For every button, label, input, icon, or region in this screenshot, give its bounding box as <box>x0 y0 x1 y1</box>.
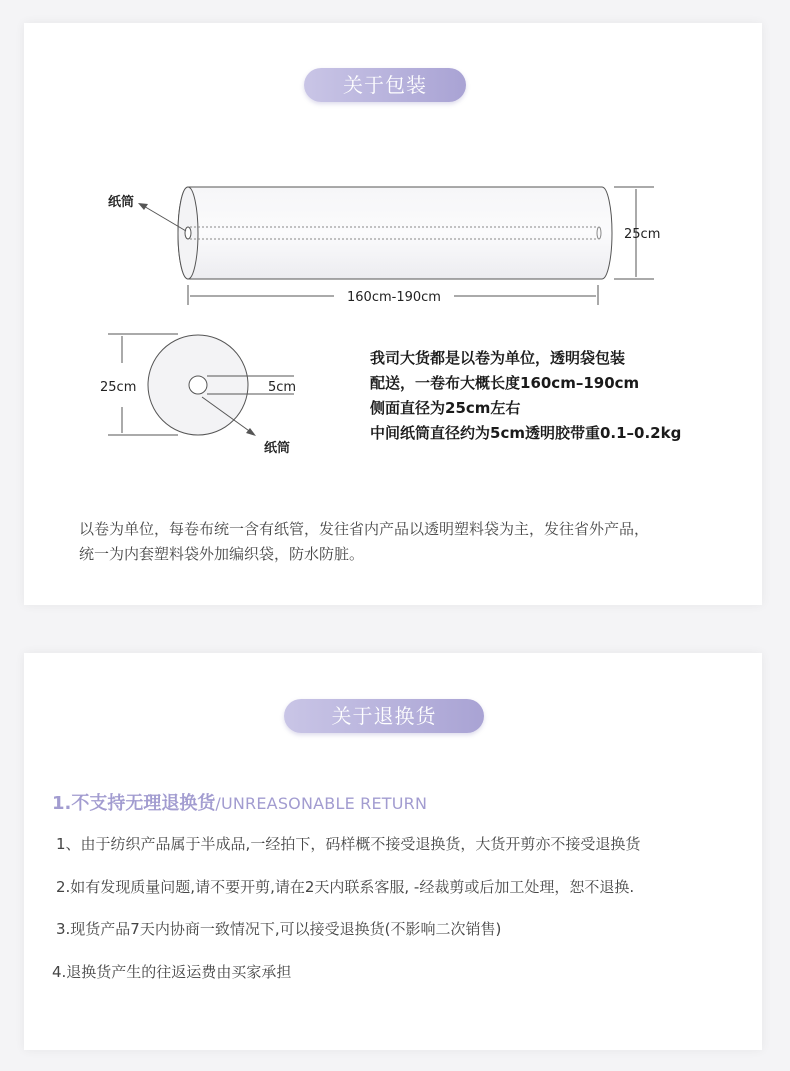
summary-line: 统一为内套塑料袋外加编织袋，防水防脏。 <box>79 545 365 563</box>
returns-item: 1、由于纺织产品属于半成品,一经拍下，码样概不接受退换货，大货开剪亦不接受退换货 <box>56 835 641 853</box>
returns-item: 3.现货产品7天内协商一致情况下,可以接受退换货(不影响二次销售) <box>56 920 502 938</box>
packaging-description <box>370 346 750 446</box>
packaging-card <box>24 23 762 605</box>
description-line: 侧面直径为25cm左右 <box>370 399 521 417</box>
paper-tube-label-top: 纸筒 <box>108 195 135 210</box>
description-line: 中间纸筒直径约为5cm透明胶带重0.1–0.2kg <box>370 424 682 442</box>
returns-title-pill: 关于退换货 <box>284 699 484 733</box>
returns-item: 4.退换货产生的往返运费由买家承担 <box>52 963 292 981</box>
diameter-label-right: 25cm <box>624 227 661 242</box>
packaging-title-pill: 关于包装 <box>304 68 466 102</box>
returns-heading-en: /UNREASONABLE RETURN <box>215 794 428 813</box>
paper-tube-label-bottom: 纸筒 <box>264 441 291 456</box>
description-line: 我司大货都是以卷为单位，透明袋包装 <box>370 349 626 367</box>
length-label: 160cm-190cm <box>347 290 441 305</box>
summary-line: 以卷为单位，每卷布统一含有纸管，发往省内产品以透明塑料袋为主，发往省外产品， <box>79 520 650 538</box>
returns-item: 2.如有发现质量问题,请不要开剪,请在2天内联系客服, -经裁剪或后加工处理，恕不退换. <box>56 878 635 896</box>
diameter-label-left: 25cm <box>100 380 137 395</box>
inner-diameter-label: 5cm <box>268 380 297 395</box>
description-line: 配送，一卷布大概长度160cm–190cm <box>370 374 640 392</box>
roll-side-view <box>178 187 612 279</box>
returns-policy-heading <box>52 789 427 815</box>
packaging-summary <box>79 517 749 567</box>
returns-heading-zh: 1.不支持无理退换货 <box>52 793 216 814</box>
returns-card <box>24 653 762 1050</box>
